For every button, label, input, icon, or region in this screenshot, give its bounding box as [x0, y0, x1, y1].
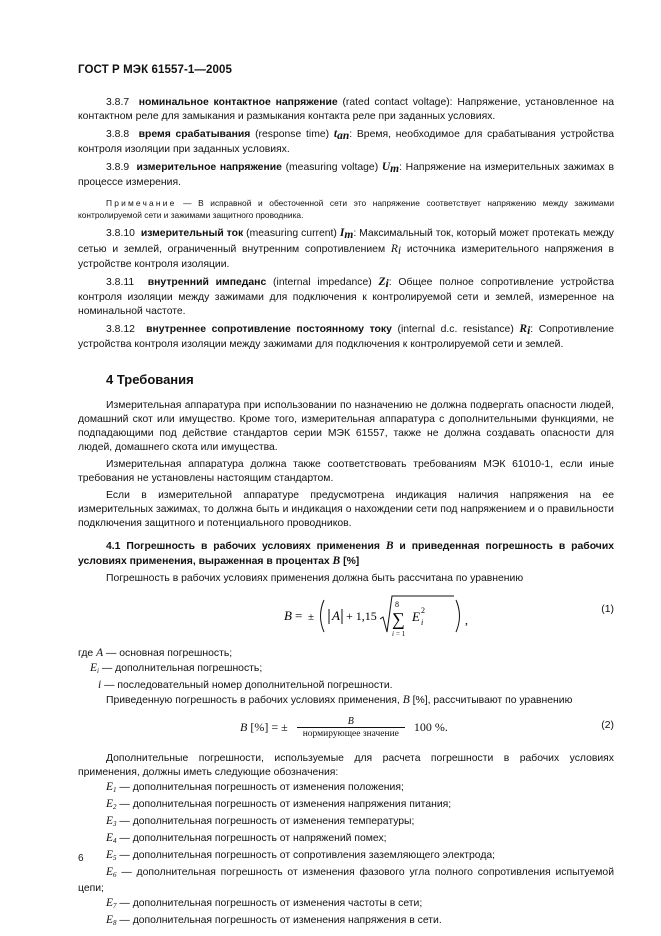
formula-2-expression: B [%] = ± B нормирующее значение 100 %. [240, 716, 448, 739]
svg-text:A: A [332, 608, 340, 623]
definition-3-8-9: 3.8.9 измерительное напряжение (measuring voltage) $U_m$: Напряжение на измерительных зажимах в процессе измерения. [78, 161, 614, 188]
svg-text:8: 8 [395, 600, 399, 609]
section-4-paragraph-2: Измерительная аппаратура должна также соответствовать требованиям МЭК 61010-1, если иные требования не установлены настоящим стандартом. [78, 459, 614, 484]
formula-1 [78, 592, 614, 640]
formula-2 [78, 714, 614, 744]
formula-1-legend: где A — основная погрешность; $E_i$ — дополнительная погрешность; i — последовательный номер дополнительной погрешности. [78, 647, 393, 691]
list-item: $E_6$ — дополнительная погрешность от изменения фазового угла полного сопротивления испытуемой цепи; [78, 866, 615, 894]
definition-3-8-12: 3.8.12 внутреннее сопротивление постоянному току (internal d.c. resistance) $R_i$: Сопротивление устройства контроля изоляции между зажимами для подключения к контролируемой сети и землей. [78, 323, 615, 350]
page-content [78, 96, 614, 930]
formula-2-number: (2) [601, 720, 614, 731]
svg-text:2: 2 [421, 606, 425, 615]
svg-text:B: B [284, 608, 292, 623]
definition-3-8-7: 3.8.7 номинальное контактное напряжение (rated contact voltage): Напряжение, установленное на контактном реле для замыкания и размыкания контакта реле при заданных условиях. [78, 97, 615, 122]
document-header: ГОСТ Р МЭК 61557-1—2005 [78, 64, 232, 76]
formula-1-number: (1) [601, 604, 614, 615]
additional-errors-list [78, 780, 614, 930]
svg-text:=: = [295, 608, 303, 623]
definition-3-8-8: 3.8.8 время срабатывания (response time) $t_{an}$: Время, необходимое для срабатывания устройства контроля изоляции при заданных условиях. [78, 128, 614, 155]
svg-text:+ 1,15: + 1,15 [346, 609, 377, 623]
page-number: 6 [78, 853, 84, 864]
svg-text:,: , [465, 613, 468, 627]
list-item: $E_2$ — дополнительная погрешность от изменения напряжения питания; [106, 798, 452, 811]
list-item: $E_7$ — дополнительная погрешность от изменения частоты в сети; [106, 897, 423, 910]
list-item: $E_4$ — дополнительная погрешность от напряжений помех; [106, 832, 387, 845]
section-4-title: 4 Требования [106, 372, 194, 387]
definition-3-8-10: 3.8.10 измерительный ток (measuring current) $I_m$: Максимальный ток, который может протекать между сетью и землей, ограниченный внутренним сопротивлением $R_i$ источника измерительного напряжения в устройстве контроля изоляции. [78, 227, 615, 270]
list-item: $E_3$ — дополнительная погрешность от изменения температуры; [106, 815, 415, 828]
definition-3-8-11: 3.8.11 внутренний импеданс (internal impedance) $Z_i$: Общее полное сопротивление устройства контроля изоляции между зажимами для подключения к контролируемой сети и землей, измеренное на номинальной частоте. [78, 276, 614, 317]
subsection-4-1-title: 4.1 Погрешность в рабочих условиях применения B и приведенная погрешность в рабочих условиях применения, выраженная в процентах B [%] [78, 540, 614, 567]
svg-text:E: E [412, 609, 420, 624]
note-measuring-voltage: Примечание — В исправной и обесточенной сети это напряжение соответствует напряжению между зажимами контролируемой сети и зажимами защитного проводника. [78, 198, 614, 220]
svg-text:∑: ∑ [392, 609, 405, 629]
svg-text:= 1: = 1 [396, 630, 406, 638]
section-4-paragraph-3: Если в измерительной аппаратуре предусмотрена индикация наличия напряжения на ее измерительных зажимах, то должна быть и индикация о нахождении сети под напряжением и о правильности подключения защитного и потенциального проводников. [78, 490, 614, 529]
list-item: $E_5$ — дополнительная погрешность от сопротивления заземляющего электрода; [106, 849, 496, 862]
formula-1-expression [284, 592, 524, 640]
list-item: $E_8$ — дополнительная погрешность от изменения напряжения в сети. [106, 914, 442, 927]
subsection-4-1-paragraph-3: Дополнительные погрешности, используемые для расчета погрешности в рабочих условиях применения, должны иметь следующие обозначения: [78, 753, 614, 778]
list-item: $E_1$ — дополнительная погрешность от изменения положения; [106, 781, 404, 794]
svg-text:i: i [392, 630, 394, 638]
svg-text:±: ± [308, 611, 315, 623]
subsection-4-1-paragraph-2: Приведенную погрешность в рабочих условиях применения, B [%], рассчитывают по уравнению [106, 694, 573, 706]
section-4-paragraph-1: Измерительная аппаратура при использовании по назначению не должна подвергать опасности людей, домашний скот или имущество. Кроме того, измерительная аппаратура с дополнительными функциями, не подпадающими под действие стандартов серии МЭК 61557, также не должна создавать опасности для людей, домашнего скота или имущества. [78, 400, 614, 453]
svg-text:i: i [421, 618, 424, 627]
subsection-4-1-paragraph-1: Погрешность в рабочих условиях применения должна быть рассчитана по уравнению [106, 573, 524, 584]
